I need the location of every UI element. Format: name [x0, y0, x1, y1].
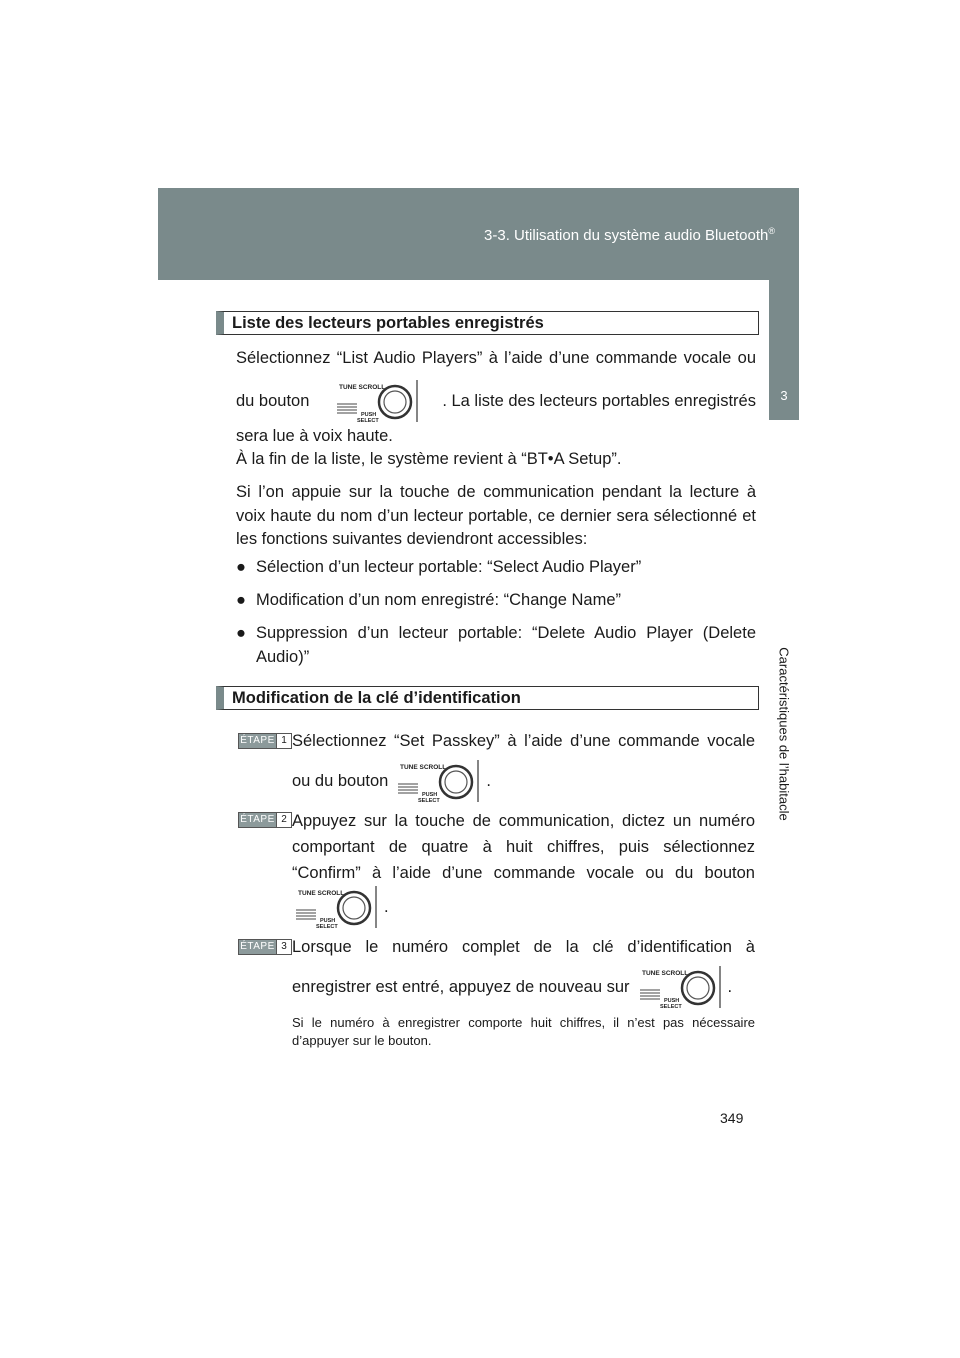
- svg-text:PUSH: PUSH: [320, 918, 336, 924]
- tune-scroll-knob-icon: [292, 884, 378, 930]
- step-note: Si le numéro à enregistrer comporte huit chiffres, il n’est pas nécessaire d’appuyer sur le bouton.: [292, 1015, 755, 1048]
- step-text: TUNE SCROLL PUSH SELECT .: [292, 884, 755, 930]
- paragraph-line: Sélectionnez “List Audio Players” à l’aide d’une commande vocale ou: [236, 349, 756, 367]
- paragraph: Si l’on appuie sur la touche de communication pendant la lecture à voix haute du nom d’un lecteur portable, ce dernier sera sélectionné et les fonctions suivantes deviendront accessibles:: [236, 483, 756, 548]
- bullet-icon: ●: [236, 591, 246, 609]
- step-text: ou du bouton TUNE SCROLL PUSH SELECT .: [292, 758, 755, 804]
- bullet-icon: ●: [236, 558, 246, 576]
- svg-text:PUSH: PUSH: [663, 998, 679, 1004]
- svg-text:SELECT: SELECT: [316, 924, 338, 930]
- tune-scroll-knob-icon: [394, 758, 480, 804]
- svg-text:TUNE SCROLL: TUNE SCROLL: [641, 970, 688, 977]
- step-badge: ÉTAPE 3: [238, 939, 292, 955]
- paragraph-line: [236, 378, 756, 424]
- paragraph-line: sera lue à voix haute.: [236, 427, 393, 445]
- tune-scroll-knob-icon: [636, 964, 722, 1010]
- svg-text:TUNE SCROLL: TUNE SCROLL: [298, 890, 345, 897]
- paragraph-line: À la fin de la liste, le système revient à “BT•A Setup”.: [236, 450, 622, 468]
- tune-scroll-knob-icon: [333, 378, 419, 424]
- chapter-side-label: Caractéristiques de l’habitacle: [776, 647, 792, 821]
- svg-text:TUNE SCROLL: TUNE SCROLL: [338, 384, 386, 391]
- list-item: ● Suppression d’un lecteur portable: “Delete Audio Player (Delete Audio)”: [236, 621, 756, 669]
- header-band: [158, 188, 799, 280]
- chapter-title: 3-3. Utilisation du système audio Bluetooth®: [484, 226, 775, 244]
- step-text: Sélectionnez “Set Passkey” à l’aide d’une commande vocale: [292, 732, 755, 750]
- list-item: ● Modification d’un nom enregistré: “Change Name”: [236, 588, 756, 612]
- step-text: Appuyez sur la touche de communication, dictez un numéro comportant de quatre à huit chiffres, puis sélectionnez “Confirm” à l’aide d’une commande vocale ou du bouton: [292, 812, 755, 882]
- svg-text:SELECT: SELECT: [418, 798, 441, 804]
- svg-text:TUNE SCROLL: TUNE SCROLL: [400, 764, 447, 771]
- bullet-icon: ●: [236, 624, 246, 642]
- section-heading-players: Liste des lecteurs portables enregistrés: [216, 311, 759, 335]
- page-number: 349: [720, 1110, 744, 1126]
- svg-text:SELECT: SELECT: [356, 418, 379, 424]
- svg-text:PUSH: PUSH: [360, 412, 377, 418]
- paragraph-text: . La liste des lecteurs portables enregistrés: [442, 392, 756, 410]
- step-badge: ÉTAPE 1: [238, 733, 292, 749]
- step-badge: ÉTAPE 2: [238, 812, 292, 828]
- step-text: enregistrer est entré, appuyez de nouveau sur TUNE SCROLL PUSH SELECT .: [292, 964, 755, 1010]
- svg-text:PUSH: PUSH: [422, 792, 438, 798]
- list-item: ● Sélection d’un lecteur portable: “Select Audio Player”: [236, 555, 756, 579]
- step-text: Lorsque le numéro complet de la clé d’identification à: [292, 938, 755, 956]
- paragraph-text: du bouton: [236, 392, 310, 410]
- chapter-number: 3: [780, 388, 788, 403]
- section-heading-passkey: Modification de la clé d’identification: [216, 686, 759, 710]
- svg-text:SELECT: SELECT: [659, 1004, 682, 1010]
- chapter-tab: [769, 280, 799, 420]
